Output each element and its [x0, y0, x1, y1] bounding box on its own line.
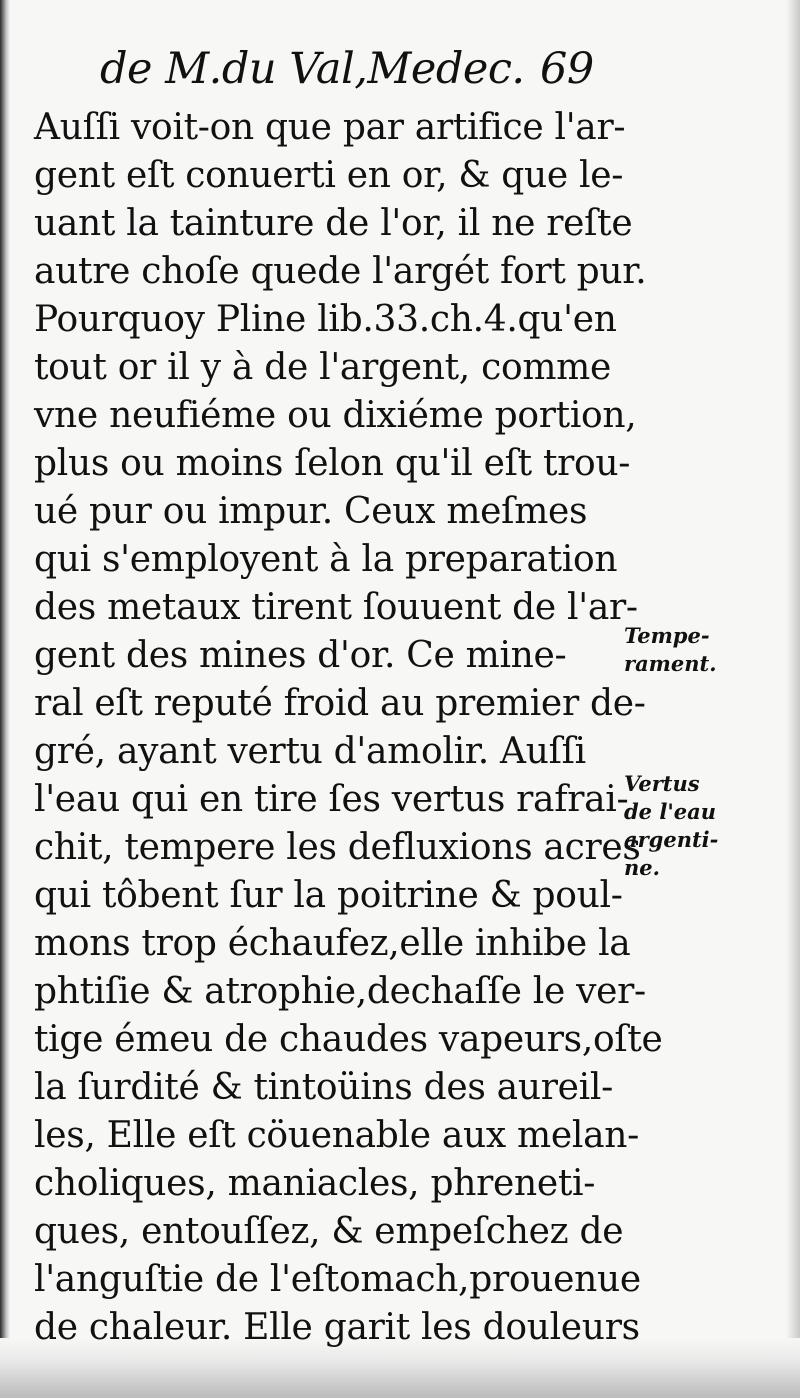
text-line: ques, entouſſez, & empeſchez de [34, 1211, 624, 1252]
text-line: l'eau qui en tire ſes vertus rafrai- [34, 779, 629, 820]
text-line: Pourquoy Pline lib.33.ch.4.qu'en [34, 299, 617, 340]
text-line: gré, ayant vertu d'amolir. Auſſi [34, 731, 586, 772]
text-line: tout or il y à de l'argent, comme [34, 347, 611, 388]
text-line: Auſſi voit-on que par artifice l'ar- [34, 107, 626, 148]
text-line: l'anguſtie de l'eſtomach,prouenue [34, 1259, 641, 1300]
margin-note-vertus [624, 770, 718, 882]
text-line: de chaleur. Elle garit les douleurs [34, 1307, 640, 1348]
text-line: plus ou moins ſelon qu'il eſt trou- [34, 443, 631, 484]
page-left-edge [0, 0, 10, 1398]
text-line: chit, tempere les defluxions acres [34, 827, 641, 868]
margin-note-line: ne. [624, 855, 660, 880]
text-line: vne neufiéme ou dixiéme portion, [34, 395, 637, 436]
text-line: les, Elle eſt cöuenable aux melan- [34, 1115, 640, 1156]
text-line: des metaux tirent ſouuent de l'ar- [34, 587, 638, 628]
margin-note-temperament [624, 622, 717, 678]
text-line: autre choſe quede l'argét fort pur. [34, 251, 647, 292]
margin-note-line: Tempe- [624, 623, 710, 648]
text-line: mons trop échaufez,elle inhibe la [34, 923, 631, 964]
margin-note-line: Vertus [624, 771, 700, 796]
margin-note-line: argenti- [624, 827, 719, 852]
text-line: ral eſt reputé froid au premier de- [34, 683, 646, 724]
text-line: uant la tainture de l'or, il ne reſte [34, 203, 633, 244]
page-number: 69 [540, 44, 594, 94]
margin-note-line: rament. [624, 651, 717, 676]
text-line: choliques, maniacles, phreneti- [34, 1163, 596, 1204]
text-line: qui s'employent à la preparation [34, 539, 618, 580]
running-title: de M.du Val,Medec. [100, 44, 525, 94]
margin-note-line: de l'eau [624, 799, 716, 824]
text-line: phtiſie & atrophie,dechaſſe le ver- [34, 971, 646, 1012]
page-header [100, 44, 600, 104]
text-line: qui tôbent ſur la poitrine & poul- [34, 875, 623, 916]
text-line: ué pur ou impur. Ceux meſmes [34, 491, 588, 532]
text-line: tige émeu de chaudes vapeurs,oſte [34, 1019, 663, 1060]
text-line: la ſurdité & tintoüins des aureil- [34, 1067, 613, 1108]
text-line: gent eſt conuerti en or, & que le- [34, 155, 624, 196]
page-right-edge [786, 0, 800, 1398]
text-line: gent des mines d'or. Ce mine- [34, 635, 567, 676]
